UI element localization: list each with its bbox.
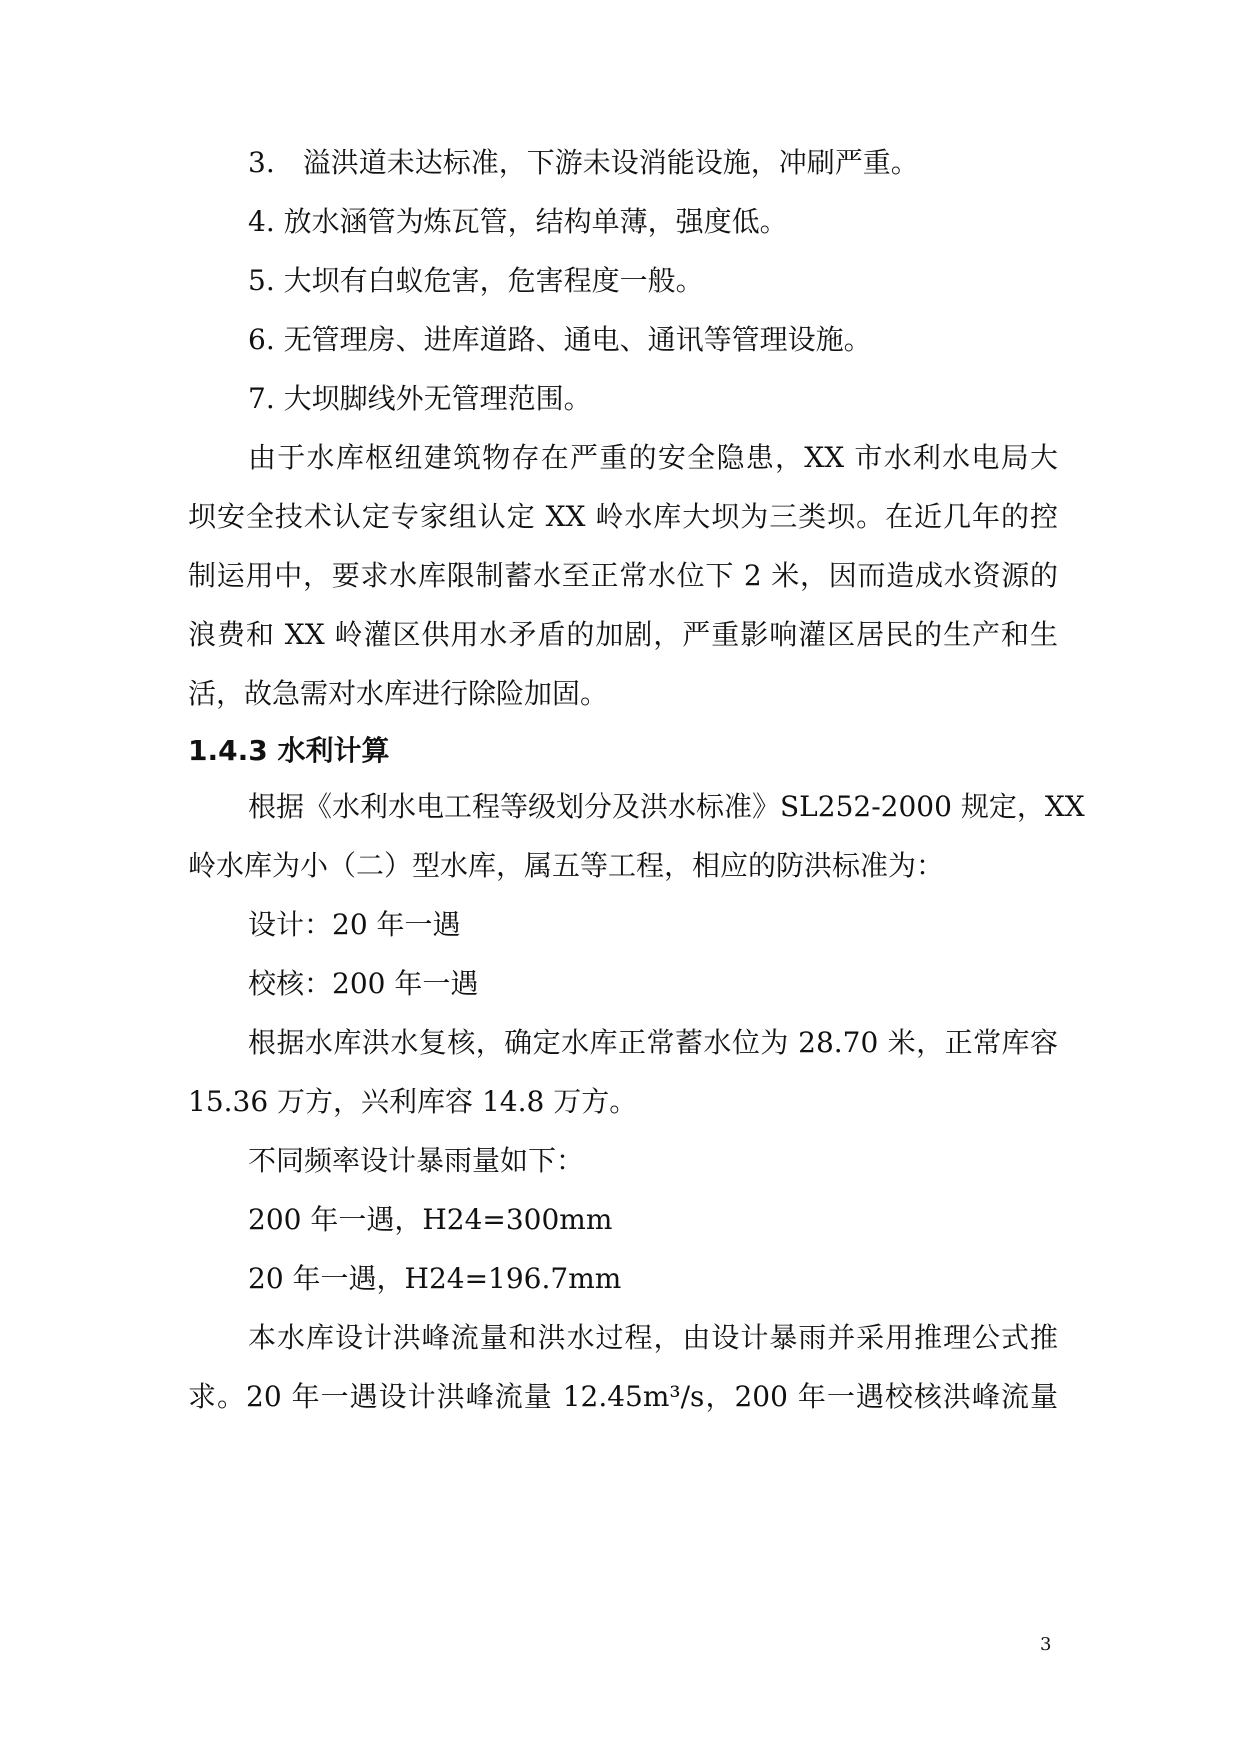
paragraph-line: 活，故急需对水库进行除险加固。: [188, 677, 609, 710]
list-item: 5. 大坝有白蚁危害，危害程度一般。: [248, 264, 704, 297]
paragraph-line: 坝安全技术认定专家组认定 XX 岭水库大坝为三类坝。在近几年的控: [188, 500, 1058, 533]
design-standard: 设计：20 年一遇: [248, 908, 461, 941]
rainfall-20-year: 20 年一遇，H24=196.7mm: [248, 1262, 622, 1295]
paragraph-line: 由于水库枢纽建筑物存在严重的安全隐患，XX 市水利水电局大: [248, 441, 1058, 474]
paragraph-line: 根据水库洪水复核，确定水库正常蓄水位为 28.70 米，正常库容: [248, 1026, 1058, 1059]
rainfall-intro: 不同频率设计暴雨量如下：: [248, 1144, 585, 1177]
paragraph-line: 求。20 年一遇设计洪峰流量 12.45m³/s，200 年一遇校核洪峰流量: [188, 1380, 1058, 1413]
paragraph-line: 15.36 万方，兴利库容 14.8 万方。: [188, 1085, 638, 1118]
page-number: 3: [1040, 1634, 1052, 1655]
list-item: 6. 无管理房、进库道路、通电、通讯等管理设施。: [248, 323, 872, 356]
paragraph-line: 岭水库为小（二）型水库，属五等工程，相应的防洪标准为：: [188, 849, 945, 882]
paragraph-line: 本水库设计洪峰流量和洪水过程，由设计暴雨并采用推理公式推: [248, 1321, 1058, 1354]
list-item: 3. 溢洪道未达标准，下游未设消能设施，冲刷严重。: [248, 146, 919, 179]
list-item: 4. 放水涵管为炼瓦管，结构单薄，强度低。: [248, 205, 788, 238]
paragraph-line: 制运用中，要求水库限制蓄水至正常水位下 2 米，因而造成水资源的: [188, 559, 1058, 592]
check-standard: 校核：200 年一遇: [248, 967, 479, 1000]
rainfall-200-year: 200 年一遇，H24=300mm: [248, 1203, 613, 1236]
section-heading: 1.4.3 水利计算: [188, 734, 390, 767]
paragraph-line: 浪费和 XX 岭灌区供用水矛盾的加剧，严重影响灌区居民的生产和生: [188, 618, 1058, 651]
paragraph-line: 根据《水利水电工程等级划分及洪水标准》SL252-2000 规定，XX: [248, 790, 1085, 823]
list-item: 7. 大坝脚线外无管理范围。: [248, 382, 592, 415]
